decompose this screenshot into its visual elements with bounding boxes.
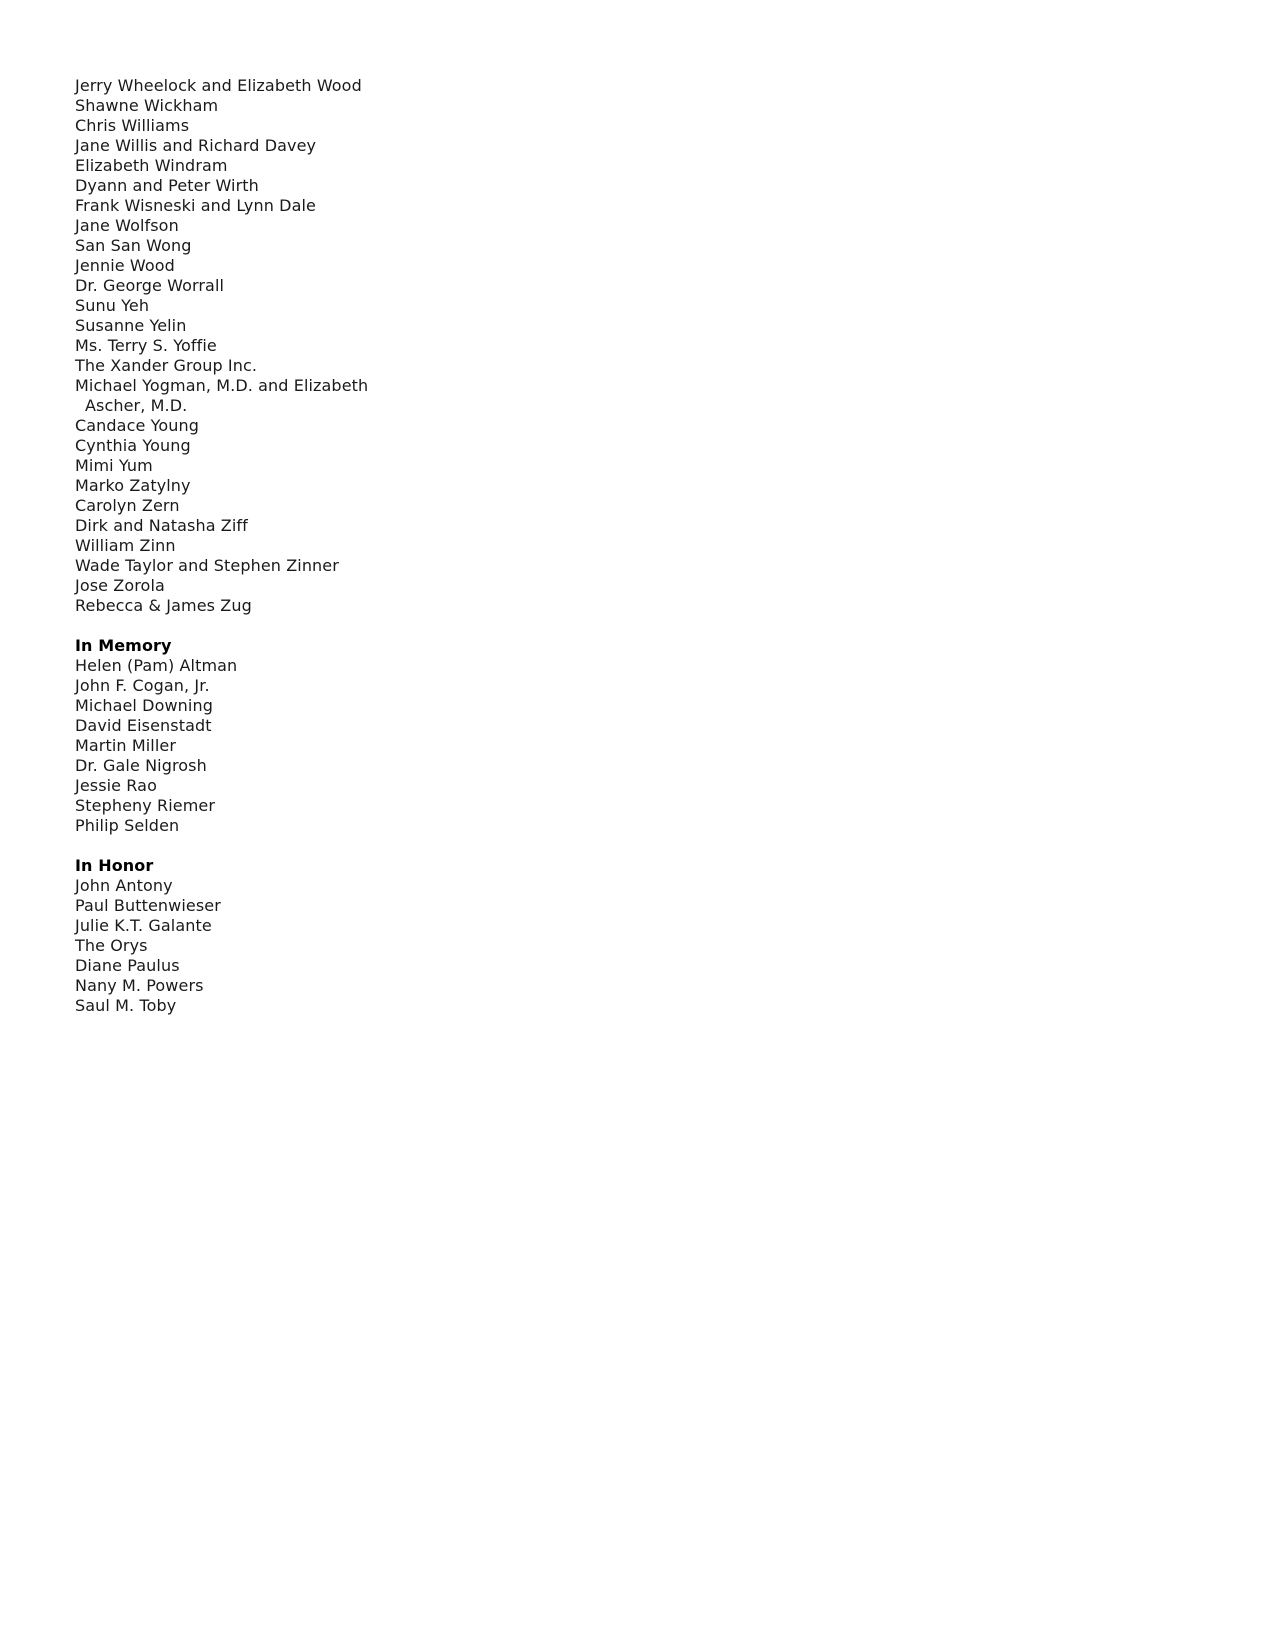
memorial-name: Stepheny Riemer xyxy=(75,796,216,815)
honoree-name: Paul Buttenwieser xyxy=(75,896,221,915)
donor-list-column xyxy=(75,76,575,1016)
donor-name: Jerry Wheelock and Elizabeth Wood xyxy=(75,76,362,95)
donor-name: Carolyn Zern xyxy=(75,496,180,515)
donor-name: Jane Willis and Richard Davey xyxy=(75,136,317,155)
memorial-name: Martin Miller xyxy=(75,736,176,755)
in-honor-heading: In Honor xyxy=(75,856,154,875)
in-honor-section xyxy=(75,856,575,1016)
donor-name: Cynthia Young xyxy=(75,436,191,455)
honoree-name: John Antony xyxy=(75,876,173,895)
section-spacer xyxy=(75,616,575,636)
honoree-name: Nany M. Powers xyxy=(75,976,204,995)
donor-name: Mimi Yum xyxy=(75,456,153,475)
donor-name: Ms. Terry S. Yoffie xyxy=(75,336,217,355)
donor-name: Chris Williams xyxy=(75,116,190,135)
donor-name-continuation: Ascher, M.D. xyxy=(85,396,188,415)
in-memory-heading: In Memory xyxy=(75,636,172,655)
donor-name: Susanne Yelin xyxy=(75,316,187,335)
memorial-name: Dr. Gale Nigrosh xyxy=(75,756,207,775)
donor-name: Sunu Yeh xyxy=(75,296,150,315)
donor-name: Elizabeth Windram xyxy=(75,156,228,175)
donor-name: Dr. George Worrall xyxy=(75,276,225,295)
memorial-name: Philip Selden xyxy=(75,816,180,835)
memorial-name: Jessie Rao xyxy=(75,776,157,795)
donor-name: The Xander Group Inc. xyxy=(75,356,258,375)
honoree-name: Saul M. Toby xyxy=(75,996,177,1015)
memorial-name: John F. Cogan, Jr. xyxy=(75,676,210,695)
donor-name: Jennie Wood xyxy=(75,256,175,275)
donor-name: Wade Taylor and Stephen Zinner xyxy=(75,556,339,575)
donor-name: William Zinn xyxy=(75,536,176,555)
honoree-name: Diane Paulus xyxy=(75,956,180,975)
donor-name: Frank Wisneski and Lynn Dale xyxy=(75,196,316,215)
donor-name: Dyann and Peter Wirth xyxy=(75,176,259,195)
honoree-name: Julie K.T. Galante xyxy=(75,916,212,935)
memorial-name: David Eisenstadt xyxy=(75,716,212,735)
donor-name: Jane Wolfson xyxy=(75,216,179,235)
donor-name: Dirk and Natasha Ziff xyxy=(75,516,248,535)
donor-name: Jose Zorola xyxy=(75,576,165,595)
memorial-name: Helen (Pam) Altman xyxy=(75,656,238,675)
donor-name: Michael Yogman, M.D. and Elizabeth xyxy=(75,376,369,395)
donor-name: Shawne Wickham xyxy=(75,96,219,115)
donor-name: San San Wong xyxy=(75,236,192,255)
section-spacer xyxy=(75,836,575,856)
honoree-name: The Orys xyxy=(75,936,148,955)
donor-name: Marko Zatylny xyxy=(75,476,191,495)
donor-name: Rebecca & James Zug xyxy=(75,596,252,615)
donor-list xyxy=(75,76,575,616)
in-memory-section xyxy=(75,636,575,836)
donor-name: Candace Young xyxy=(75,416,199,435)
memorial-name: Michael Downing xyxy=(75,696,213,715)
